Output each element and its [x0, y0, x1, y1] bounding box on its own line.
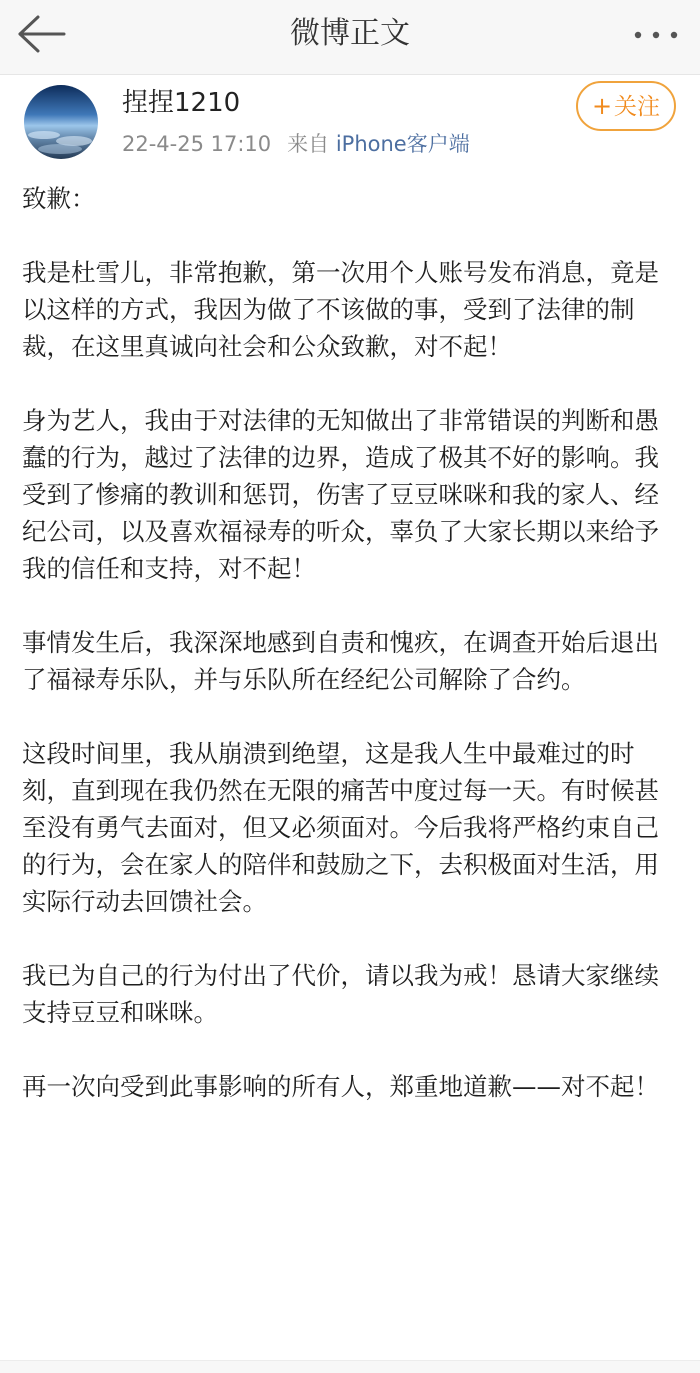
post-paragraph: 再一次向受到此事影响的所有人，郑重地道歉——对不起！: [22, 1072, 659, 1101]
follow-button[interactable]: [576, 81, 676, 131]
top-nav-bar: [0, 0, 700, 75]
post-meta: [122, 129, 470, 159]
source-prefix: 来自: [287, 132, 330, 156]
post-paragraph: 我是杜雪儿，非常抱歉，第一次用个人账号发布消息，竟是以这样的方式，我因为做了不该做的事，受到了法律的制裁，在这里真诚向社会和公众致歉，对不起！: [22, 258, 659, 361]
post-author-header: [0, 75, 700, 170]
post-content: [22, 180, 682, 1105]
page-title: 微博正文: [290, 16, 410, 51]
post-timestamp: 22-4-25 17:10: [122, 132, 272, 156]
more-button[interactable]: [630, 26, 682, 44]
earth-landscape-avatar: [24, 85, 98, 159]
post-paragraph: 身为艺人，我由于对法律的无知做出了非常错误的判断和愚蠢的行为，越过了法律的边界，造成了极其不好的影响。我受到了惨痛的教训和惩罚，伤害了豆豆咪咪和我的家人、经纪公司，以及喜欢福禄寿的听众，辜负了大家长期以来给予我的信任和支持，对不起！: [22, 406, 659, 583]
plus-icon: +: [591, 92, 613, 120]
bottom-divider: [0, 1360, 700, 1373]
author-name[interactable]: 捏捏1210: [122, 88, 241, 118]
post-paragraph: 事情发生后，我深深地感到自责和愧疚，在调查开始后退出了福禄寿乐队，并与乐队所在经纪公司解除了合约。: [22, 628, 659, 694]
avatar[interactable]: [24, 85, 98, 159]
post-paragraph: 致歉：: [22, 184, 96, 213]
more-dots-icon: [630, 26, 682, 44]
source-client-link[interactable]: iPhone客户端: [335, 132, 470, 156]
follow-label: 关注: [614, 94, 661, 120]
post-paragraph: 我已为自己的行为付出了代价，请以我为戒！恳请大家继续支持豆豆和咪咪。: [22, 961, 659, 1027]
post-paragraph: 这段时间里，我从崩溃到绝望，这是我人生中最难过的时刻，直到现在我仍然在无限的痛苦中度过每一天。有时候甚至没有勇气去面对，但又必须面对。今后我将严格约束自己的行为，会在家人的陪伴和鼓励之下，去积极面对生活，用实际行动去回馈社会。: [22, 739, 659, 916]
